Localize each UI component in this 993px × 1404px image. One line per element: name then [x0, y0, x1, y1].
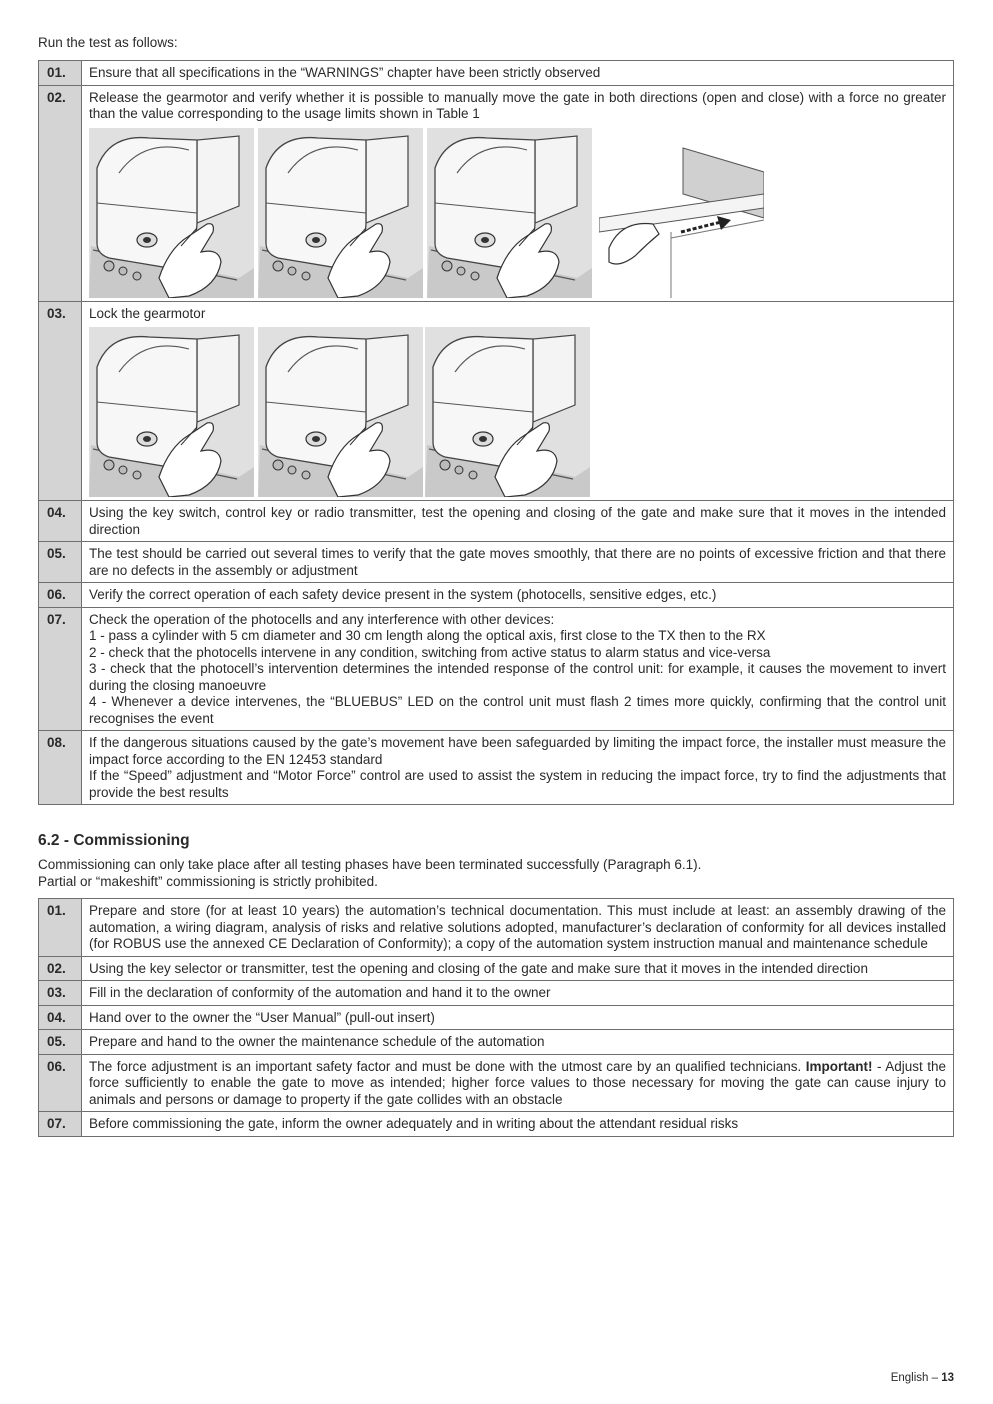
release-step-3-illustration	[427, 128, 592, 298]
step-text: Release the gearmotor and verify whether it is possible to manually move the gate in both directions (open and close) with a force no greater than the value corresponding to the usage limits shown in Table 1	[82, 85, 954, 301]
step-text: Verify the correct operation of each safety device present in the system (photocells, sensitive edges, etc.)	[82, 583, 954, 608]
table-row	[39, 301, 954, 501]
commissioning-steps-table	[38, 898, 954, 1137]
table-row	[39, 542, 954, 583]
step-text: Lock the gearmotor	[82, 301, 954, 501]
push-gate-illustration	[599, 128, 764, 298]
release-step-1-illustration	[89, 128, 254, 298]
step-text: The test should be carried out several times to verify that the gate moves smoothly, that there are no points of excessive friction and that there are no defects in the assembly or adjustment	[82, 542, 954, 583]
step-number: 05.	[39, 1030, 82, 1055]
step-number: 01.	[39, 61, 82, 86]
section-title: 6.2 - Commissioning	[38, 832, 190, 849]
lock-step-2-illustration	[258, 327, 423, 497]
step-number: 02.	[39, 85, 82, 301]
footer-language: English –	[890, 1372, 942, 1384]
test-steps-table	[38, 60, 954, 805]
step-text: Before commissioning the gate, inform the owner adequately and in writing about the attendant residual risks	[82, 1112, 954, 1137]
table-row	[39, 981, 954, 1006]
table-row	[39, 501, 954, 542]
page-footer	[891, 1372, 954, 1384]
table-row	[39, 1030, 954, 1055]
table-row	[39, 1054, 954, 1112]
table-row	[39, 899, 954, 957]
table-row	[39, 607, 954, 731]
step-number: 07.	[39, 607, 82, 731]
step-text: Using the key switch, control key or radio transmitter, test the opening and closing of the gate and make sure that it moves in the intended direction	[82, 501, 954, 542]
intro-text: Run the test as follows:	[38, 35, 178, 50]
step-number: 02.	[39, 956, 82, 981]
step-number: 01.	[39, 899, 82, 957]
page-number: 13	[941, 1372, 954, 1384]
table-row	[39, 731, 954, 805]
table-row	[39, 956, 954, 981]
step-text: Check the operation of the photocells and any interference with other devices: 1 - pass a cylinder with 5 cm diameter and 30 cm length along the optical axis, first close to the TX then to the RX 2 - check that the photocells intervene in any condition, switching from active status to alarm status and vice-versa 3 - check that the photocell’s intervention determines the intended response of the control unit: for example, it causes the movement to invert during the closing manoeuvre 4 - Whenever a device intervenes, the “BLUEBUS” LED on the control unit must flash 2 times more quickly, confirming that the control unit recognises the event	[82, 607, 954, 731]
table-row	[39, 1112, 954, 1137]
step-text: Fill in the declaration of conformity of the automation and hand it to the owner	[82, 981, 954, 1006]
lock-illustrations	[89, 327, 946, 497]
step-number: 05.	[39, 542, 82, 583]
table-row	[39, 61, 954, 86]
step-text: Hand over to the owner the “User Manual” (pull-out insert)	[82, 1005, 954, 1030]
step-number: 04.	[39, 1005, 82, 1030]
step-number: 08.	[39, 731, 82, 805]
step-number: 03.	[39, 301, 82, 501]
step-text: Prepare and store (for at least 10 years) the automation’s technical documentation. This must include at least: an assembly drawing of the automation, a wiring diagram, analysis of risks and relative solutions adopted, manufacturer’s declaration of conformity for all devices installed (for ROBUS use the annexed CE Declaration of Conformity); a copy of the automation system instruction manual and maintenance schedule	[82, 899, 954, 957]
step-text: If the dangerous situations caused by the gate’s movement have been safeguarded by limiting the impact force, the installer must measure the impact force according to the EN 12453 standard If the “Speed” adjustment and “Motor Force” control are used to assist the system in reducing the impact force, try to find the adjustments that provide the best results	[82, 731, 954, 805]
release-step-2-illustration	[258, 128, 423, 298]
step-number: 06.	[39, 1054, 82, 1112]
lock-step-3-illustration	[425, 327, 590, 497]
step-number: 04.	[39, 501, 82, 542]
table-row	[39, 583, 954, 608]
table-row	[39, 1005, 954, 1030]
step-text: Ensure that all specifications in the “WARNINGS” chapter have been strictly observed	[82, 61, 954, 86]
step-number: 07.	[39, 1112, 82, 1137]
lock-step-1-illustration	[89, 327, 254, 497]
important-label: Important!	[805, 1058, 873, 1074]
table-row	[39, 85, 954, 301]
step-text: Prepare and hand to the owner the maintenance schedule of the automation	[82, 1030, 954, 1055]
release-illustrations	[89, 128, 946, 298]
step-text: Using the key selector or transmitter, test the opening and closing of the gate and make sure that it moves in the intended direction	[82, 956, 954, 981]
step-text: The force adjustment is an important safety factor and must be done with the utmost care by an qualified technicians. Important! - Adjust the force sufficiently to enable the gate to move as intended; higher force values to those necessary for moving the gate can cause injury to animals and persons or damage to property if the gate collides with an obstacle	[82, 1054, 954, 1112]
section-intro: Commissioning can only take place after all testing phases have been terminated successfully (Paragraph 6.1). Partial or “makeshift” commissioning is strictly prohibited.	[38, 857, 702, 889]
step-number: 06.	[39, 583, 82, 608]
step-number: 03.	[39, 981, 82, 1006]
